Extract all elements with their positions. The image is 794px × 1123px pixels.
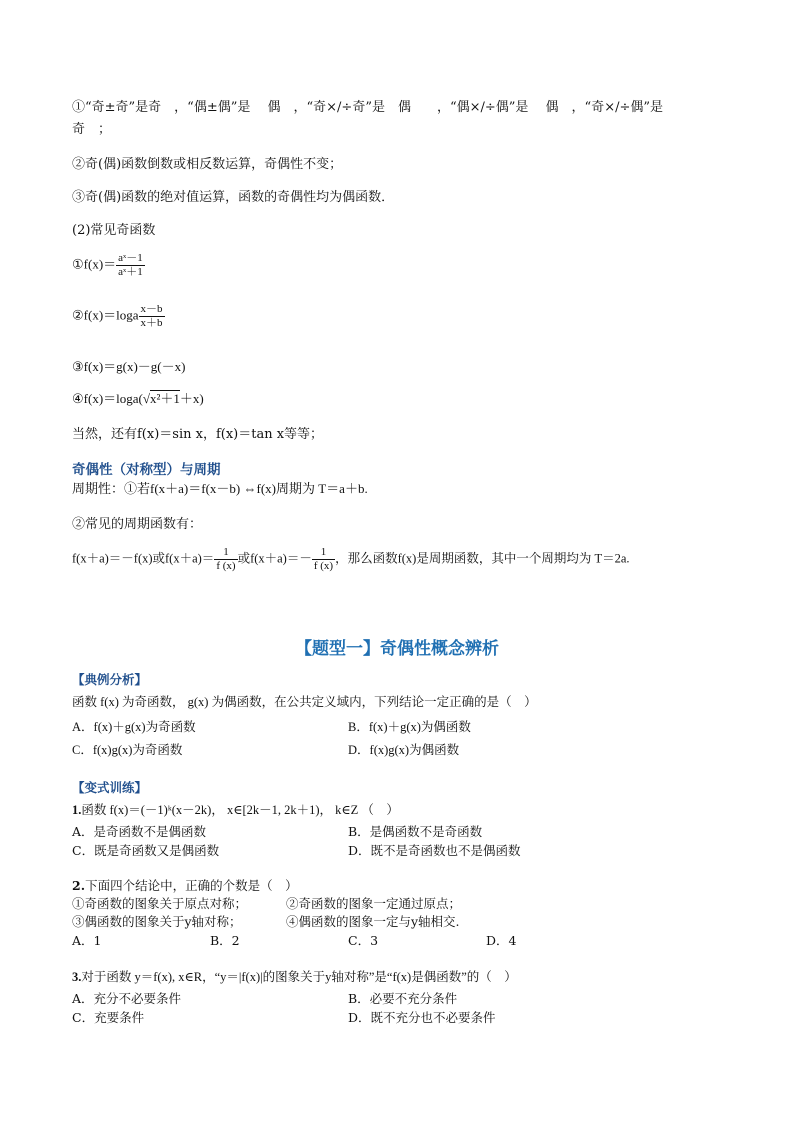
periodic-heading: 奇偶性（对称型）与周期 (72, 462, 221, 478)
question-number: 3. (72, 970, 82, 984)
fraction-numerator: 1 (214, 546, 237, 560)
question-3-option-a: A．充分不必要条件 (72, 991, 182, 1006)
odd-function-4-prefix: ④f(x)＝loga( (72, 391, 143, 406)
question-2-statement-4: ④偶函数的图象一定与y轴相交. (286, 914, 460, 929)
odd-function-1 (72, 252, 145, 279)
periodic-formula-part-c: ，那么函数f(x)是周期函数，其中一个周期均为 T＝2a. (335, 551, 630, 566)
question-3-option-c: C．充要条件 (72, 1010, 145, 1025)
question-1-option-b: B．是偶函数不是奇函数 (348, 824, 483, 839)
odd-function-4 (72, 388, 204, 407)
rule-2: ②奇(偶)函数倒数或相反数运算，奇偶性不变； (72, 157, 343, 172)
example-option-b: B．f(x)＋g(x)为偶函数 (348, 720, 471, 734)
question-2-option-c: C．3 (348, 933, 379, 948)
odd-function-4-suffix: ＋x) (179, 391, 204, 406)
sqrt-radicand: x²＋1 (150, 391, 180, 406)
question-number: 2. (72, 878, 86, 893)
question-2-option-d: D．4 (486, 933, 517, 948)
periodic-fraction-2 (312, 546, 335, 573)
question-number: 1. (72, 803, 82, 817)
odd-function-2-prefix: ②f(x)＝loga (72, 307, 139, 323)
rule-1-line-2: 奇 ； (72, 122, 112, 137)
periodic-line-1: 周期性：①若f(x＋a)＝f(x－b) ⇔f(x)周期为 T＝a＋b. (72, 481, 368, 496)
fraction-denominator: aˣ＋1 (118, 266, 143, 278)
question-1-stem (72, 800, 399, 818)
rule-3: ③奇(偶)函数的绝对值运算，函数的奇偶性均为偶函数． (72, 190, 395, 205)
odd-function-2-fraction (139, 303, 165, 330)
periodic-formula-part-a: f(x＋a)＝－f(x)或f(x＋a)＝ (72, 551, 215, 566)
common-odd-heading: (2)常见奇函数 (72, 223, 156, 238)
question-2-statement-1: ①奇函数的图象关于原点对称； (72, 896, 248, 911)
odd-function-1-fraction (116, 252, 145, 279)
fraction-numerator: aˣ－1 (118, 252, 143, 264)
fraction-denominator: f (x) (313, 560, 334, 572)
fraction-numerator: x－b (140, 303, 163, 315)
question-text: 对于函数 y＝f(x), x∈R，“y＝|f(x)|的图象关于y轴对称”是“f(x)是偶函数”的（ ） (81, 970, 517, 984)
question-2-stem (72, 876, 298, 894)
example-option-a: A．f(x)＋g(x)为奇函数 (72, 720, 196, 734)
question-1-option-c: C．既是奇函数又是偶函数 (72, 843, 220, 858)
periodic-fraction-1 (214, 546, 237, 573)
question-2-option-b: B．2 (210, 933, 240, 948)
question-text: 函数 f(x)＝(－1)ᵏ(x－2k)， x∈[2k－1, 2k＋1)， k∈Z （ ） (81, 803, 399, 817)
question-2-statement-3: ③偶函数的图象关于y轴对称； (72, 914, 242, 929)
question-2-statement-2: ②奇函数的图象一定通过原点； (286, 896, 462, 911)
fraction-numerator: 1 (312, 546, 335, 560)
periodic-formula-part-b: 或f(x＋a)＝－ (237, 551, 312, 566)
odd-function-2 (72, 303, 165, 330)
question-3-option-b: B．必要不充分条件 (348, 991, 458, 1006)
also-note: 当然，还有f(x)＝sin x，f(x)＝tan x等等； (72, 427, 324, 442)
practice-label: 【变式训练】 (72, 780, 148, 795)
question-3-option-d: D．既不充分也不必要条件 (348, 1010, 496, 1025)
example-label: 【典例分析】 (72, 672, 148, 687)
odd-function-3: ③f(x)＝g(x)－g(－x) (72, 359, 186, 374)
question-2-option-a: A．1 (72, 933, 102, 948)
question-1-option-d: D．既不是奇函数也不是偶函数 (348, 843, 521, 858)
sqrt-icon: √ (142, 391, 150, 406)
example-stem: 函数 f(x) 为奇函数， g(x) 为偶函数，在公共定义域内，下列结论一定正确的是（ ） (72, 695, 537, 709)
section-title: 【题型一】奇偶性概念辨析 (295, 639, 499, 659)
fraction-denominator: f (x) (216, 560, 236, 572)
fraction-denominator: x＋b (140, 317, 163, 329)
periodic-line-2: ②常见的周期函数有： (72, 517, 203, 532)
question-1-option-a: A．是奇函数不是偶函数 (72, 824, 207, 839)
rule-1-line-1: ①“奇±奇”是奇 ，“偶±偶”是 偶 ，“奇×/÷奇”是 偶 ，“偶×/÷偶”是 偶 ，“奇×/÷偶”是 (72, 100, 664, 115)
example-option-d: D．f(x)g(x)为偶函数 (348, 743, 460, 757)
example-option-c: C．f(x)g(x)为奇函数 (72, 743, 183, 757)
odd-function-1-prefix: ①f(x)＝ (72, 256, 117, 272)
question-3-stem (72, 967, 517, 985)
periodic-formula (72, 546, 630, 573)
question-text: 下面四个结论中，正确的个数是（ ） (85, 878, 298, 893)
